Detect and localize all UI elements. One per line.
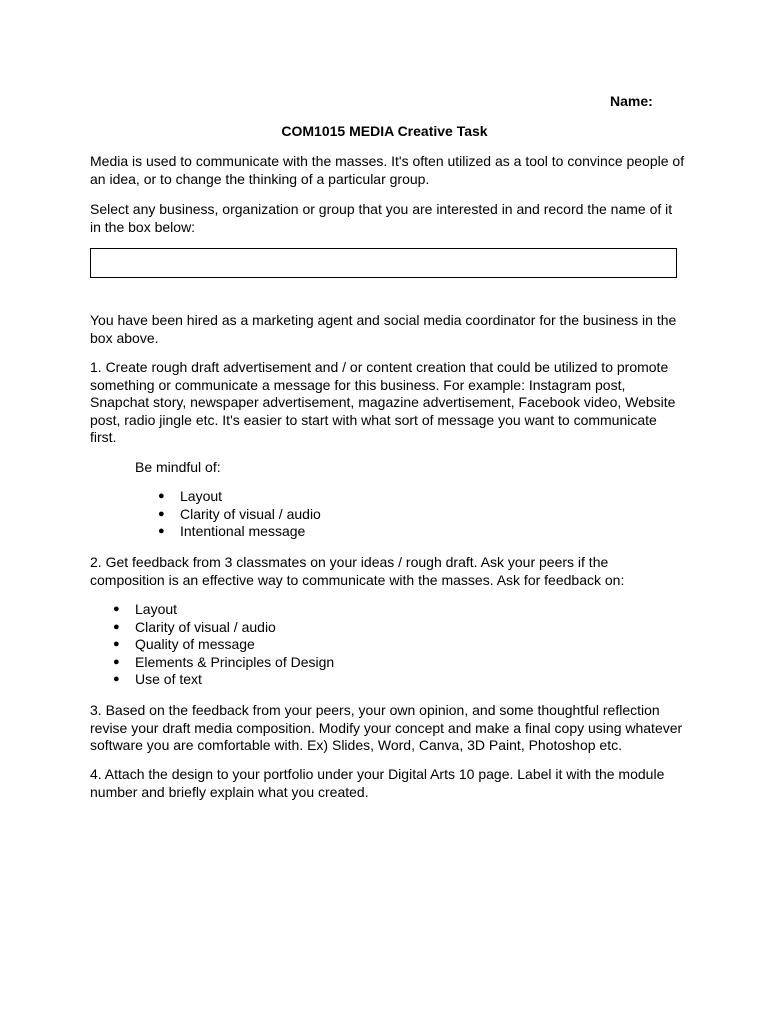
list-item	[113, 636, 334, 654]
list-item	[113, 671, 334, 689]
intro-paragraph: Media is used to communicate with the masses. It's often utilized as a tool to convince people of an idea, or to change the thinking of a particular group.	[90, 153, 685, 187]
list-item-label: Clarity of visual / audio	[180, 505, 321, 522]
list-item-label: Layout	[180, 488, 223, 504]
select-business-paragraph: Select any business, organization or group that you are interested in and record the name of it in the box below:	[90, 201, 673, 235]
bullet-icon: ●	[113, 673, 120, 685]
step-4-paragraph: 4. Attach the design to your portfolio under your Digital Arts 10 page. Label it with the module number and briefly explain what you created.	[90, 766, 665, 800]
be-mindful-label: Be mindful of:	[135, 459, 221, 475]
bullet-icon: ●	[113, 655, 120, 668]
bullet-icon: ●	[158, 525, 165, 537]
step-1-paragraph: 1. Create rough draft advertisement and / or content creation that could be utilized to promote something or communicate a message for this business. For example: Instagram post, Snapchat story, newspaper advertisement, magazine advertisement, Facebook video, Website post, radio jingle etc. It's easier to start with what sort of message you want to communicate first.	[90, 359, 676, 445]
list-item-label: Layout	[135, 601, 178, 617]
name-label: Name:	[610, 93, 653, 109]
bullet-icon: ●	[113, 638, 120, 650]
list-item	[113, 654, 334, 672]
step-3-paragraph: 3. Based on the feedback from your peers, your own opinion, and some thoughtful reflection revise your draft media composition. Modify your concept and make a final copy using whatever software you are comfortable with. Ex) Slides, Word, Canva, 3D Paint, Photoshop etc.	[90, 702, 683, 753]
mindful-list	[158, 488, 321, 541]
bullet-icon: ●	[113, 620, 120, 633]
bullet-icon: ●	[158, 507, 165, 520]
bullet-icon: ●	[158, 490, 165, 502]
step-2-paragraph: 2. Get feedback from 3 classmates on your ideas / rough draft. Ask your peers if the composition is an effective way to communicate with the masses. Ask for feedback on:	[90, 554, 625, 588]
business-name-box[interactable]	[90, 248, 677, 278]
list-item	[113, 601, 334, 619]
list-item	[158, 523, 321, 541]
hired-paragraph: You have been hired as a marketing agent and social media coordinator for the business in the box above.	[90, 312, 677, 346]
list-item-label: Intentional message	[180, 523, 306, 539]
list-item	[158, 506, 321, 524]
bullet-icon: ●	[113, 603, 120, 615]
feedback-list	[113, 601, 334, 689]
list-item	[113, 619, 334, 637]
list-item-label: Clarity of visual / audio	[135, 618, 276, 635]
list-item	[158, 488, 321, 506]
list-item-label: Quality of message	[135, 636, 255, 652]
list-item-label: Use of text	[135, 671, 202, 687]
list-item-label: Elements & Principles of Design	[135, 653, 335, 670]
document-title: COM1015 MEDIA Creative Task	[281, 123, 488, 139]
